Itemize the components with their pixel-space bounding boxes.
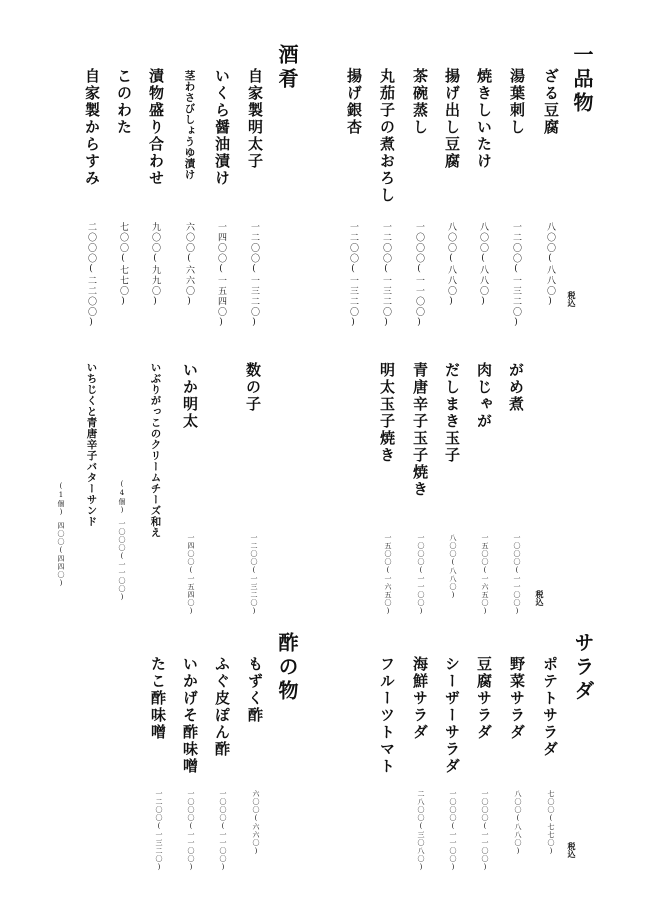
menu-item-price: 二八〇〇(三〇八〇) bbox=[417, 790, 425, 872]
section-heading-salad: サラダ bbox=[571, 632, 595, 704]
menu-item-price: 一二〇〇(一三二〇) bbox=[155, 790, 163, 872]
menu-item-name: 海鮮サラダ bbox=[411, 656, 429, 741]
menu-item-name: いぶりがっこのクリームチーズ和え bbox=[149, 362, 162, 538]
menu-item-name: だしまき玉子 bbox=[443, 362, 461, 464]
menu-item-price: 一五〇〇(一六五〇) bbox=[481, 534, 489, 616]
menu-item-price: 七〇〇(七七〇) bbox=[547, 790, 555, 856]
menu-item-price: 一四〇〇(一五四〇) bbox=[216, 222, 226, 329]
menu-item-price: 一〇〇〇(一一〇〇) bbox=[513, 534, 521, 616]
menu-item-price: 一〇〇〇(一一〇〇) bbox=[481, 790, 489, 872]
menu-item-price: 一二〇〇(一三二〇) bbox=[348, 222, 358, 329]
menu-item-name: いかげそ酢味噌 bbox=[181, 656, 199, 775]
menu-item-name: 湯葉刺し bbox=[508, 68, 526, 136]
tax-note: 税込 bbox=[567, 291, 577, 307]
menu-item-price: 一〇〇〇(一一〇〇) bbox=[187, 790, 195, 872]
menu-item-name: ポテトサラダ bbox=[541, 656, 559, 758]
menu-item-name: もずく酢 bbox=[246, 656, 264, 724]
menu-item-price: 八〇〇(八八〇) bbox=[478, 222, 488, 308]
menu-item-name: 焼きしいたけ bbox=[475, 68, 493, 170]
menu-item-price: 一五〇〇(一六五〇) bbox=[384, 534, 392, 616]
menu-item-price: 一二〇〇(一三二〇) bbox=[511, 222, 521, 329]
menu-item-name: ざる豆腐 bbox=[542, 68, 560, 136]
menu-item-name: フルーツトマト bbox=[378, 656, 396, 775]
menu-item-price: 一〇〇〇(一一〇〇) bbox=[449, 790, 457, 872]
tax-note: 税込 bbox=[535, 590, 545, 606]
menu-item-price: 八〇〇(八八〇) bbox=[545, 222, 555, 308]
section-heading-ippinmono: 一品物 bbox=[570, 44, 594, 116]
menu-item-count: (4個) bbox=[118, 480, 126, 515]
menu-item-price: 九〇〇(九九〇) bbox=[150, 222, 160, 308]
menu-item-price: 一〇〇〇(一一〇〇) bbox=[118, 520, 126, 602]
menu-item-name: 揚げ銀杏 bbox=[345, 68, 363, 136]
menu-item-price: 七〇〇(七七〇) bbox=[118, 222, 128, 308]
menu-item-price: 一二〇〇(一三二〇) bbox=[249, 222, 259, 329]
menu-item-count: (1個) bbox=[57, 482, 65, 517]
menu-item-price: 一四〇〇(一五四〇) bbox=[187, 534, 195, 616]
menu-item-name: いくら醤油漬け bbox=[213, 68, 231, 187]
menu-item-name: 明太玉子焼き bbox=[378, 362, 396, 464]
menu-item-name: 青唐辛子玉子焼き bbox=[411, 362, 429, 498]
menu-item-name: 肉じゃが bbox=[475, 362, 493, 430]
menu-item-name: このわた bbox=[115, 68, 133, 136]
menu-item-name: ふぐ皮ぽん酢 bbox=[213, 656, 231, 758]
menu-item-name: 自家製明太子 bbox=[246, 68, 264, 170]
menu-item-price: 一二〇〇(一三二〇) bbox=[381, 222, 391, 329]
tax-note: 税込 bbox=[567, 842, 577, 858]
menu-item-name: 豆腐サラダ bbox=[475, 656, 493, 741]
menu-item-name: 揚げ出し豆腐 bbox=[443, 68, 461, 170]
menu-item-price: 一〇〇〇(一一〇〇) bbox=[417, 534, 425, 616]
menu-item-name: 漬物盛り合わせ bbox=[147, 68, 165, 187]
menu-item-name: 数の子 bbox=[244, 362, 262, 413]
menu-item-name: 自家製からすみ bbox=[83, 68, 101, 187]
menu-item-price: 八〇〇(八八〇) bbox=[514, 790, 522, 856]
menu-item-name: 茶碗蒸し bbox=[411, 68, 429, 136]
menu-item-price: 一二〇〇(一三二〇) bbox=[250, 534, 258, 616]
menu-item-name: いか明太 bbox=[181, 362, 199, 430]
menu-item-name: たこ酢味噌 bbox=[149, 656, 167, 741]
menu-item-price: 六〇〇(六六〇) bbox=[184, 222, 194, 308]
menu-item-name: いちじくと青唐辛子バターサンド bbox=[85, 362, 98, 527]
menu-item-price: 一〇〇〇(一一〇〇) bbox=[219, 790, 227, 872]
menu-item-name: がめ煮 bbox=[507, 362, 525, 413]
menu-item-price: 一〇〇〇(一一〇〇) bbox=[414, 222, 424, 329]
menu-item-name: 丸茄子の煮おろし bbox=[378, 68, 396, 204]
menu-item-price: 八〇〇(八八〇) bbox=[446, 222, 456, 308]
menu-item-name: 野菜サラダ bbox=[508, 656, 526, 741]
menu-item-price: 四〇〇(四四〇) bbox=[57, 522, 65, 588]
section-heading-sunomono: 酢の物 bbox=[275, 632, 299, 704]
menu-item-price: 六〇〇(六六〇) bbox=[252, 790, 260, 856]
menu-item-name: 茎わさびしょうゆ漬け bbox=[183, 70, 196, 180]
section-heading-sakana: 酒肴 bbox=[275, 44, 299, 92]
menu-item-price: 八〇〇(八八〇) bbox=[449, 534, 457, 600]
menu-item-price: 二〇〇〇(二二〇〇) bbox=[86, 222, 96, 329]
menu-item-name: シーザーサラダ bbox=[443, 656, 461, 775]
